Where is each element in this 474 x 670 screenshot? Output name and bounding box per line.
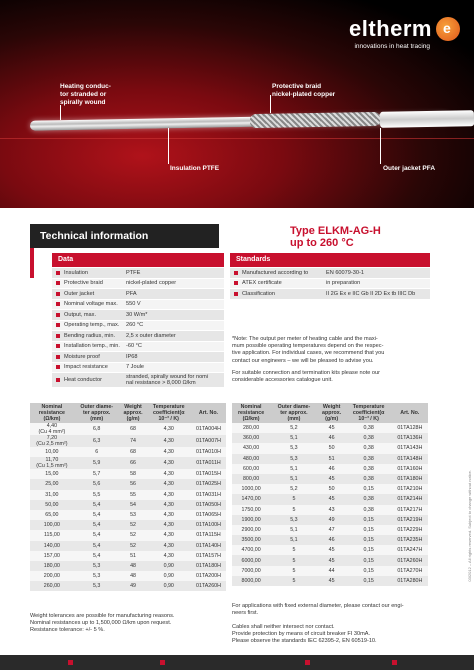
table-cell: 45 <box>318 474 346 484</box>
table-cell: 46 <box>318 433 346 443</box>
footer-marker <box>392 660 397 665</box>
table-cell: 15,00 <box>30 469 74 479</box>
table-cell: 1000,00 <box>232 484 270 494</box>
table-row <box>30 500 226 510</box>
table-cell: 01TA180H <box>191 561 226 571</box>
spec-row <box>52 268 224 279</box>
table-cell: 45 <box>318 423 346 433</box>
bullet-icon <box>56 323 60 327</box>
spec-key: Outer jacket <box>64 290 95 297</box>
table-cell: 280,00 <box>232 423 270 433</box>
table-cell: 01TA004H <box>191 423 226 435</box>
footer-marker <box>68 660 73 665</box>
table-cell: 5,4 <box>74 520 120 530</box>
table-cell: 46 <box>318 535 346 545</box>
spec-row <box>52 363 224 374</box>
bullet-icon <box>56 302 60 306</box>
table-cell: 01TA010H <box>191 447 226 457</box>
hero-divider-line <box>0 138 474 139</box>
table-cell: 5,4 <box>74 551 120 561</box>
spec-key: Insulation <box>64 269 88 276</box>
table-cell: 0,15 <box>346 484 392 494</box>
table-row <box>232 484 428 494</box>
spec-value: stranded, spirally wound for nomi nal resistance > 8,000 Ω/km <box>126 373 209 386</box>
table-cell: 4,30 <box>146 551 190 561</box>
table-cell: 0,15 <box>346 545 392 555</box>
table-row <box>232 576 428 586</box>
table-cell: 01TA050H <box>191 500 226 510</box>
table-cell: 50 <box>318 443 346 453</box>
table-cell: 46 <box>318 464 346 474</box>
spec-row <box>52 352 224 363</box>
table-cell: 115,00 <box>30 530 74 540</box>
spec-key: Classification <box>242 290 275 297</box>
table-cell: 50 <box>318 484 346 494</box>
bullet-icon <box>56 378 60 382</box>
table-row <box>30 520 226 530</box>
table-cell: 1900,00 <box>232 515 270 525</box>
table-cell: 44 <box>318 566 346 576</box>
spec-row <box>52 289 224 300</box>
table-cell: 6,3 <box>74 435 120 447</box>
table-row <box>232 535 428 545</box>
table-cell: 01TA031H <box>191 490 226 500</box>
table-cell: 4,30 <box>146 530 190 540</box>
table-cell: 0,15 <box>346 555 392 565</box>
table-cell: 5,4 <box>74 510 120 520</box>
table-cell: 01TA148H <box>392 454 428 464</box>
callout-heating-conductor: Heating conduc- tor stranded or spirally wound <box>60 83 111 106</box>
table-cell: 0,38 <box>346 423 392 433</box>
table-row <box>232 525 428 535</box>
column-header: Outer diame- ter approx. (mm) <box>74 403 120 423</box>
table-row <box>30 435 226 447</box>
table-cell: 5,4 <box>74 530 120 540</box>
table-cell: 260,00 <box>30 581 74 591</box>
table-cell: 01TA100H <box>191 520 226 530</box>
table-cell: 01TA143H <box>392 443 428 453</box>
table-cell: 47 <box>318 525 346 535</box>
column-header: Temperature coefficient(α 10⁻³ / K) <box>146 403 190 423</box>
table-cell: 43 <box>318 505 346 515</box>
table-cell: 0,15 <box>346 566 392 576</box>
table-cell: 68 <box>120 423 147 435</box>
fixed-diameter-note: For applications with fixed external diameter, please contact our engi- neers first. <box>232 603 404 617</box>
bullet-icon <box>56 292 60 296</box>
table-cell: 55 <box>120 490 147 500</box>
red-accent-bar <box>30 248 34 278</box>
spec-key: Installation temp., min. <box>64 343 120 350</box>
table-cell: 4,40 (Cu 4 mm²) <box>30 423 74 435</box>
table-row <box>30 457 226 469</box>
table-cell: 0,90 <box>146 581 190 591</box>
standards-section-heading: Standards <box>230 253 430 267</box>
table-cell: 480,00 <box>232 454 270 464</box>
callout-line-braid <box>270 95 271 113</box>
spec-value: IP68 <box>126 353 138 360</box>
column-header: Temperature coefficient(α 10⁻³ / K) <box>346 403 392 423</box>
table-cell: 7000,00 <box>232 566 270 576</box>
spec-row <box>52 331 224 342</box>
table-row <box>30 551 226 561</box>
table-cell: 5,6 <box>74 479 120 489</box>
spec-value: in preparation <box>326 280 361 286</box>
table-cell: 5 <box>270 566 318 576</box>
table-row <box>232 443 428 453</box>
table-cell: 10,00 <box>30 447 74 457</box>
table-cell: 0,38 <box>346 443 392 453</box>
spec-row <box>52 342 224 353</box>
table-row <box>232 423 428 433</box>
table-cell: 5 <box>270 545 318 555</box>
table-row <box>232 515 428 525</box>
table-cell: 45 <box>318 555 346 565</box>
table-cell: 01TA210H <box>392 484 428 494</box>
footer-marker <box>305 660 310 665</box>
table-row <box>30 530 226 540</box>
table-row <box>232 545 428 555</box>
callout-line-insulation <box>168 128 169 164</box>
table-row <box>30 541 226 551</box>
spec-key: Nominal voltage max. <box>64 301 118 308</box>
table-row <box>30 581 226 591</box>
table-cell: 0,15 <box>346 515 392 525</box>
data-spec-table <box>52 268 224 388</box>
column-header: Art. No. <box>191 403 226 423</box>
table-cell: 01TA128H <box>392 423 428 433</box>
table-cell: 5,1 <box>270 464 318 474</box>
data-section-heading: Data <box>52 253 224 267</box>
table-cell: 52 <box>120 530 147 540</box>
column-header: Weight approx. (g/m) <box>318 403 346 423</box>
table-cell: 01TA217H <box>392 505 428 515</box>
spec-value: PFA <box>126 290 137 297</box>
table-cell: 48 <box>120 561 147 571</box>
column-header: Weight approx. (g/m) <box>120 403 147 423</box>
table-cell: 4,30 <box>146 541 190 551</box>
spec-value: -60 °C <box>126 343 142 349</box>
spec-key: ATEX certificate <box>242 280 282 287</box>
spec-value: 260 °C <box>126 322 144 328</box>
table-cell: 5,1 <box>270 525 318 535</box>
table-cell: 200,00 <box>30 571 74 581</box>
table-cell: 0,38 <box>346 433 392 443</box>
table-cell: 100,00 <box>30 520 74 530</box>
resistance-table-left <box>30 403 226 591</box>
table-cell: 0,38 <box>346 454 392 464</box>
table-cell: 5,3 <box>270 515 318 525</box>
table-cell: 54 <box>120 500 147 510</box>
table-cell: 01TA136H <box>392 433 428 443</box>
table-cell: 1750,00 <box>232 505 270 515</box>
table-cell: 4,30 <box>146 500 190 510</box>
table-cell: 01TA280H <box>392 576 428 586</box>
standards-spec-table <box>230 268 430 300</box>
column-header: Art. No. <box>392 403 428 423</box>
table-cell: 0,90 <box>146 571 190 581</box>
table-cell: 5 <box>270 576 318 586</box>
spec-key: Impact resistance <box>64 364 108 371</box>
column-header: Outer diame- ter approx. (mm) <box>270 403 318 423</box>
table-cell: 58 <box>120 469 147 479</box>
table-cell: 4,30 <box>146 490 190 500</box>
table-cell: 01TA140H <box>191 541 226 551</box>
table-cell: 01TA011H <box>191 457 226 469</box>
table-row <box>30 469 226 479</box>
spec-row <box>52 310 224 321</box>
spec-key: Operating temp., max. <box>64 322 120 329</box>
table-cell: 0,15 <box>346 576 392 586</box>
table-cell: 5,3 <box>74 581 120 591</box>
table-cell: 600,00 <box>232 464 270 474</box>
table-cell: 4,30 <box>146 510 190 520</box>
bullet-icon <box>56 313 60 317</box>
table-cell: 01TA270H <box>392 566 428 576</box>
bullet-icon <box>56 344 60 348</box>
table-row <box>232 555 428 565</box>
table-cell: 49 <box>120 581 147 591</box>
table-cell: 31,00 <box>30 490 74 500</box>
table-cell: 01TA247H <box>392 545 428 555</box>
table-cell: 430,00 <box>232 443 270 453</box>
brand-mark-icon: e <box>436 17 460 41</box>
table-cell: 1470,00 <box>232 494 270 504</box>
table-row <box>30 561 226 571</box>
table-cell: 45 <box>318 576 346 586</box>
bullet-icon <box>56 365 60 369</box>
bullet-icon <box>234 281 238 285</box>
table-cell: 0,15 <box>346 535 392 545</box>
table-header-row <box>232 403 428 423</box>
bullet-icon <box>234 271 238 275</box>
accessories-note: For suitable connection and termination kits please note our considerable accessories catalogue unit. <box>232 370 381 384</box>
table-cell: 0,38 <box>346 474 392 484</box>
table-cell: 5,1 <box>270 535 318 545</box>
brand-tagline: innovations in heat tracing <box>354 43 430 50</box>
table-cell: 01TA235H <box>392 535 428 545</box>
table-cell: 0,38 <box>346 494 392 504</box>
spec-key: Output, max. <box>64 311 97 318</box>
table-row <box>232 505 428 515</box>
installation-note: Cables shall neither intersect nor contact. Provide protection by means of circuit breaker FI 30mA. Please observe the standards IEC 62395-2, EN 60519-10. <box>232 624 377 645</box>
bullet-icon <box>56 334 60 338</box>
table-cell: 5,3 <box>74 561 120 571</box>
table-cell: 66 <box>120 457 147 469</box>
table-cell: 5 <box>270 494 318 504</box>
table-cell: 5,2 <box>270 484 318 494</box>
table-cell: 5,7 <box>74 469 120 479</box>
table-cell: 01TA219H <box>392 515 428 525</box>
product-type-title: Type ELKM-AG-H up to 260 °C <box>290 225 381 249</box>
table-cell: 140,00 <box>30 541 74 551</box>
table-row <box>232 433 428 443</box>
table-cell: 45 <box>318 494 346 504</box>
table-cell: 01TA065H <box>191 510 226 520</box>
callout-line-heating <box>60 105 61 120</box>
table-cell: 01TA200H <box>191 571 226 581</box>
resistance-table-right <box>232 403 428 586</box>
table-cell: 52 <box>120 541 147 551</box>
spec-row <box>52 279 224 290</box>
table-cell: 01TA025H <box>191 479 226 489</box>
table-cell: 01TA157H <box>191 551 226 561</box>
table-row <box>30 571 226 581</box>
column-header: Nominal resistance (Ω/km) <box>30 403 74 423</box>
callout-outer-jacket: Outer jacket PFA <box>383 165 436 172</box>
spec-row <box>52 321 224 332</box>
table-cell: 6000,00 <box>232 555 270 565</box>
table-cell: 65,00 <box>30 510 74 520</box>
table-cell: 360,00 <box>232 433 270 443</box>
column-header: Nominal resistance (Ω/km) <box>232 403 270 423</box>
copyright-side-note: 03/2012 – All rights reserved. Subject to change without notice. <box>467 470 472 582</box>
table-row <box>30 447 226 457</box>
table-cell: 4,30 <box>146 457 190 469</box>
table-row <box>30 510 226 520</box>
table-cell: 800,00 <box>232 474 270 484</box>
eltherm-logo <box>349 16 460 50</box>
bullet-icon <box>56 355 60 359</box>
table-cell: 180,00 <box>30 561 74 571</box>
spec-key: Heat conductor <box>64 377 102 383</box>
table-cell: 5,1 <box>270 433 318 443</box>
cable-braid-illustration <box>250 112 380 128</box>
table-cell: 01TA260H <box>392 555 428 565</box>
table-cell: 0,38 <box>346 464 392 474</box>
table-cell: 5,4 <box>74 541 120 551</box>
table-cell: 01TA214H <box>392 494 428 504</box>
table-cell: 5,4 <box>74 500 120 510</box>
table-row <box>30 479 226 489</box>
brand-name: eltherm <box>349 16 432 41</box>
spec-row <box>52 300 224 311</box>
weight-tolerance-note: Weight tolerances are possible for manufacturing reasons. Nominal resistances up to 1,500,000 Ω/km upon request. Resistance tolerance: +/- 5 %. <box>30 613 175 634</box>
table-cell: 4,30 <box>146 423 190 435</box>
spec-value: nickel-plated copper <box>126 280 177 286</box>
bullet-icon <box>56 281 60 285</box>
table-cell: 74 <box>120 435 147 447</box>
table-cell: 25,00 <box>30 479 74 489</box>
table-cell: 4,30 <box>146 479 190 489</box>
table-row <box>30 423 226 435</box>
table-cell: 01TA180H <box>392 474 428 484</box>
spec-value: 7 Joule <box>126 364 145 370</box>
table-cell: 4700,00 <box>232 545 270 555</box>
table-cell: 45 <box>318 545 346 555</box>
table-cell: 7,20 (Cu 2,5 mm²) <box>30 435 74 447</box>
table-row <box>232 464 428 474</box>
table-cell: 01TA229H <box>392 525 428 535</box>
table-cell: 5 <box>270 555 318 565</box>
table-cell: 4,30 <box>146 469 190 479</box>
table-cell: 51 <box>120 551 147 561</box>
table-cell: 49 <box>318 515 346 525</box>
table-cell: 01TA007H <box>191 435 226 447</box>
hero-banner <box>0 0 474 208</box>
table-cell: 01TA260H <box>191 581 226 591</box>
spec-value: II 2G Ex e IIC Gb II 2D Ex tb IIIC Db <box>326 290 416 297</box>
table-header-row <box>30 403 226 423</box>
table-cell: 5,3 <box>270 443 318 453</box>
table-cell: 0,90 <box>146 561 190 571</box>
bullet-icon <box>234 292 238 296</box>
table-cell: 6,8 <box>74 423 120 435</box>
spec-row <box>52 373 224 388</box>
table-cell: 11,70 (Cu 1,5 mm²) <box>30 457 74 469</box>
table-cell: 4,30 <box>146 435 190 447</box>
callout-insulation: Insulation PTFE <box>170 165 220 172</box>
table-cell: 2900,00 <box>232 525 270 535</box>
table-cell: 5,5 <box>74 490 120 500</box>
table-cell: 0,38 <box>346 505 392 515</box>
table-cell: 53 <box>120 510 147 520</box>
callout-protective-braid: Protective braid nickel-plated copper <box>272 83 336 98</box>
table-cell: 3500,00 <box>232 535 270 545</box>
spec-key: Moisture proof <box>64 353 100 360</box>
table-row <box>30 490 226 500</box>
table-cell: 4,30 <box>146 520 190 530</box>
table-cell: 5,3 <box>74 571 120 581</box>
spec-value: 550 V <box>126 301 141 307</box>
spec-value: 2,5 x outer diameter <box>126 332 176 339</box>
spec-value: EN 60079-30-1 <box>326 269 364 276</box>
table-cell: 01TA160H <box>392 464 428 474</box>
table-cell: 5,9 <box>74 457 120 469</box>
table-cell: 8000,00 <box>232 576 270 586</box>
table-row <box>232 494 428 504</box>
table-cell: 52 <box>120 520 147 530</box>
table-cell: 48 <box>120 571 147 581</box>
footer-marker <box>160 660 165 665</box>
table-cell: 0,15 <box>346 525 392 535</box>
spec-value: PTFE <box>126 269 141 276</box>
table-row <box>232 474 428 484</box>
table-cell: 5,2 <box>270 423 318 433</box>
table-cell: 6 <box>74 447 120 457</box>
page-title: Technical information <box>40 230 149 242</box>
table-cell: 51 <box>318 454 346 464</box>
spec-row <box>230 279 430 290</box>
spec-row <box>230 289 430 300</box>
callout-line-jacket <box>380 128 381 164</box>
table-cell: 01TA115H <box>191 530 226 540</box>
table-cell: 56 <box>120 479 147 489</box>
output-note: *Note: The output per meter of heating cable and the maxi- mum possible operating temperatures depend on the respec- tive application. For individual cases, we recommend that you contact our engineers – we will be pleased to advise you. <box>232 336 385 364</box>
table-cell: 68 <box>120 447 147 457</box>
spec-key: Manufactured according to <box>242 269 309 276</box>
table-cell: 4,30 <box>146 447 190 457</box>
table-cell: 5,3 <box>270 454 318 464</box>
spec-key: Bending radius, min. <box>64 332 115 339</box>
table-cell: 5 <box>270 505 318 515</box>
table-cell: 5,1 <box>270 474 318 484</box>
table-row <box>232 454 428 464</box>
table-cell: 01TA015H <box>191 469 226 479</box>
spec-value: 30 W/m* <box>126 311 148 318</box>
bullet-icon <box>56 271 60 275</box>
cable-jacket-illustration <box>380 110 474 128</box>
table-row <box>232 566 428 576</box>
spec-row <box>230 268 430 279</box>
table-cell: 50,00 <box>30 500 74 510</box>
spec-key: Protective braid <box>64 280 103 287</box>
table-cell: 157,00 <box>30 551 74 561</box>
section-title-bar <box>30 224 219 248</box>
